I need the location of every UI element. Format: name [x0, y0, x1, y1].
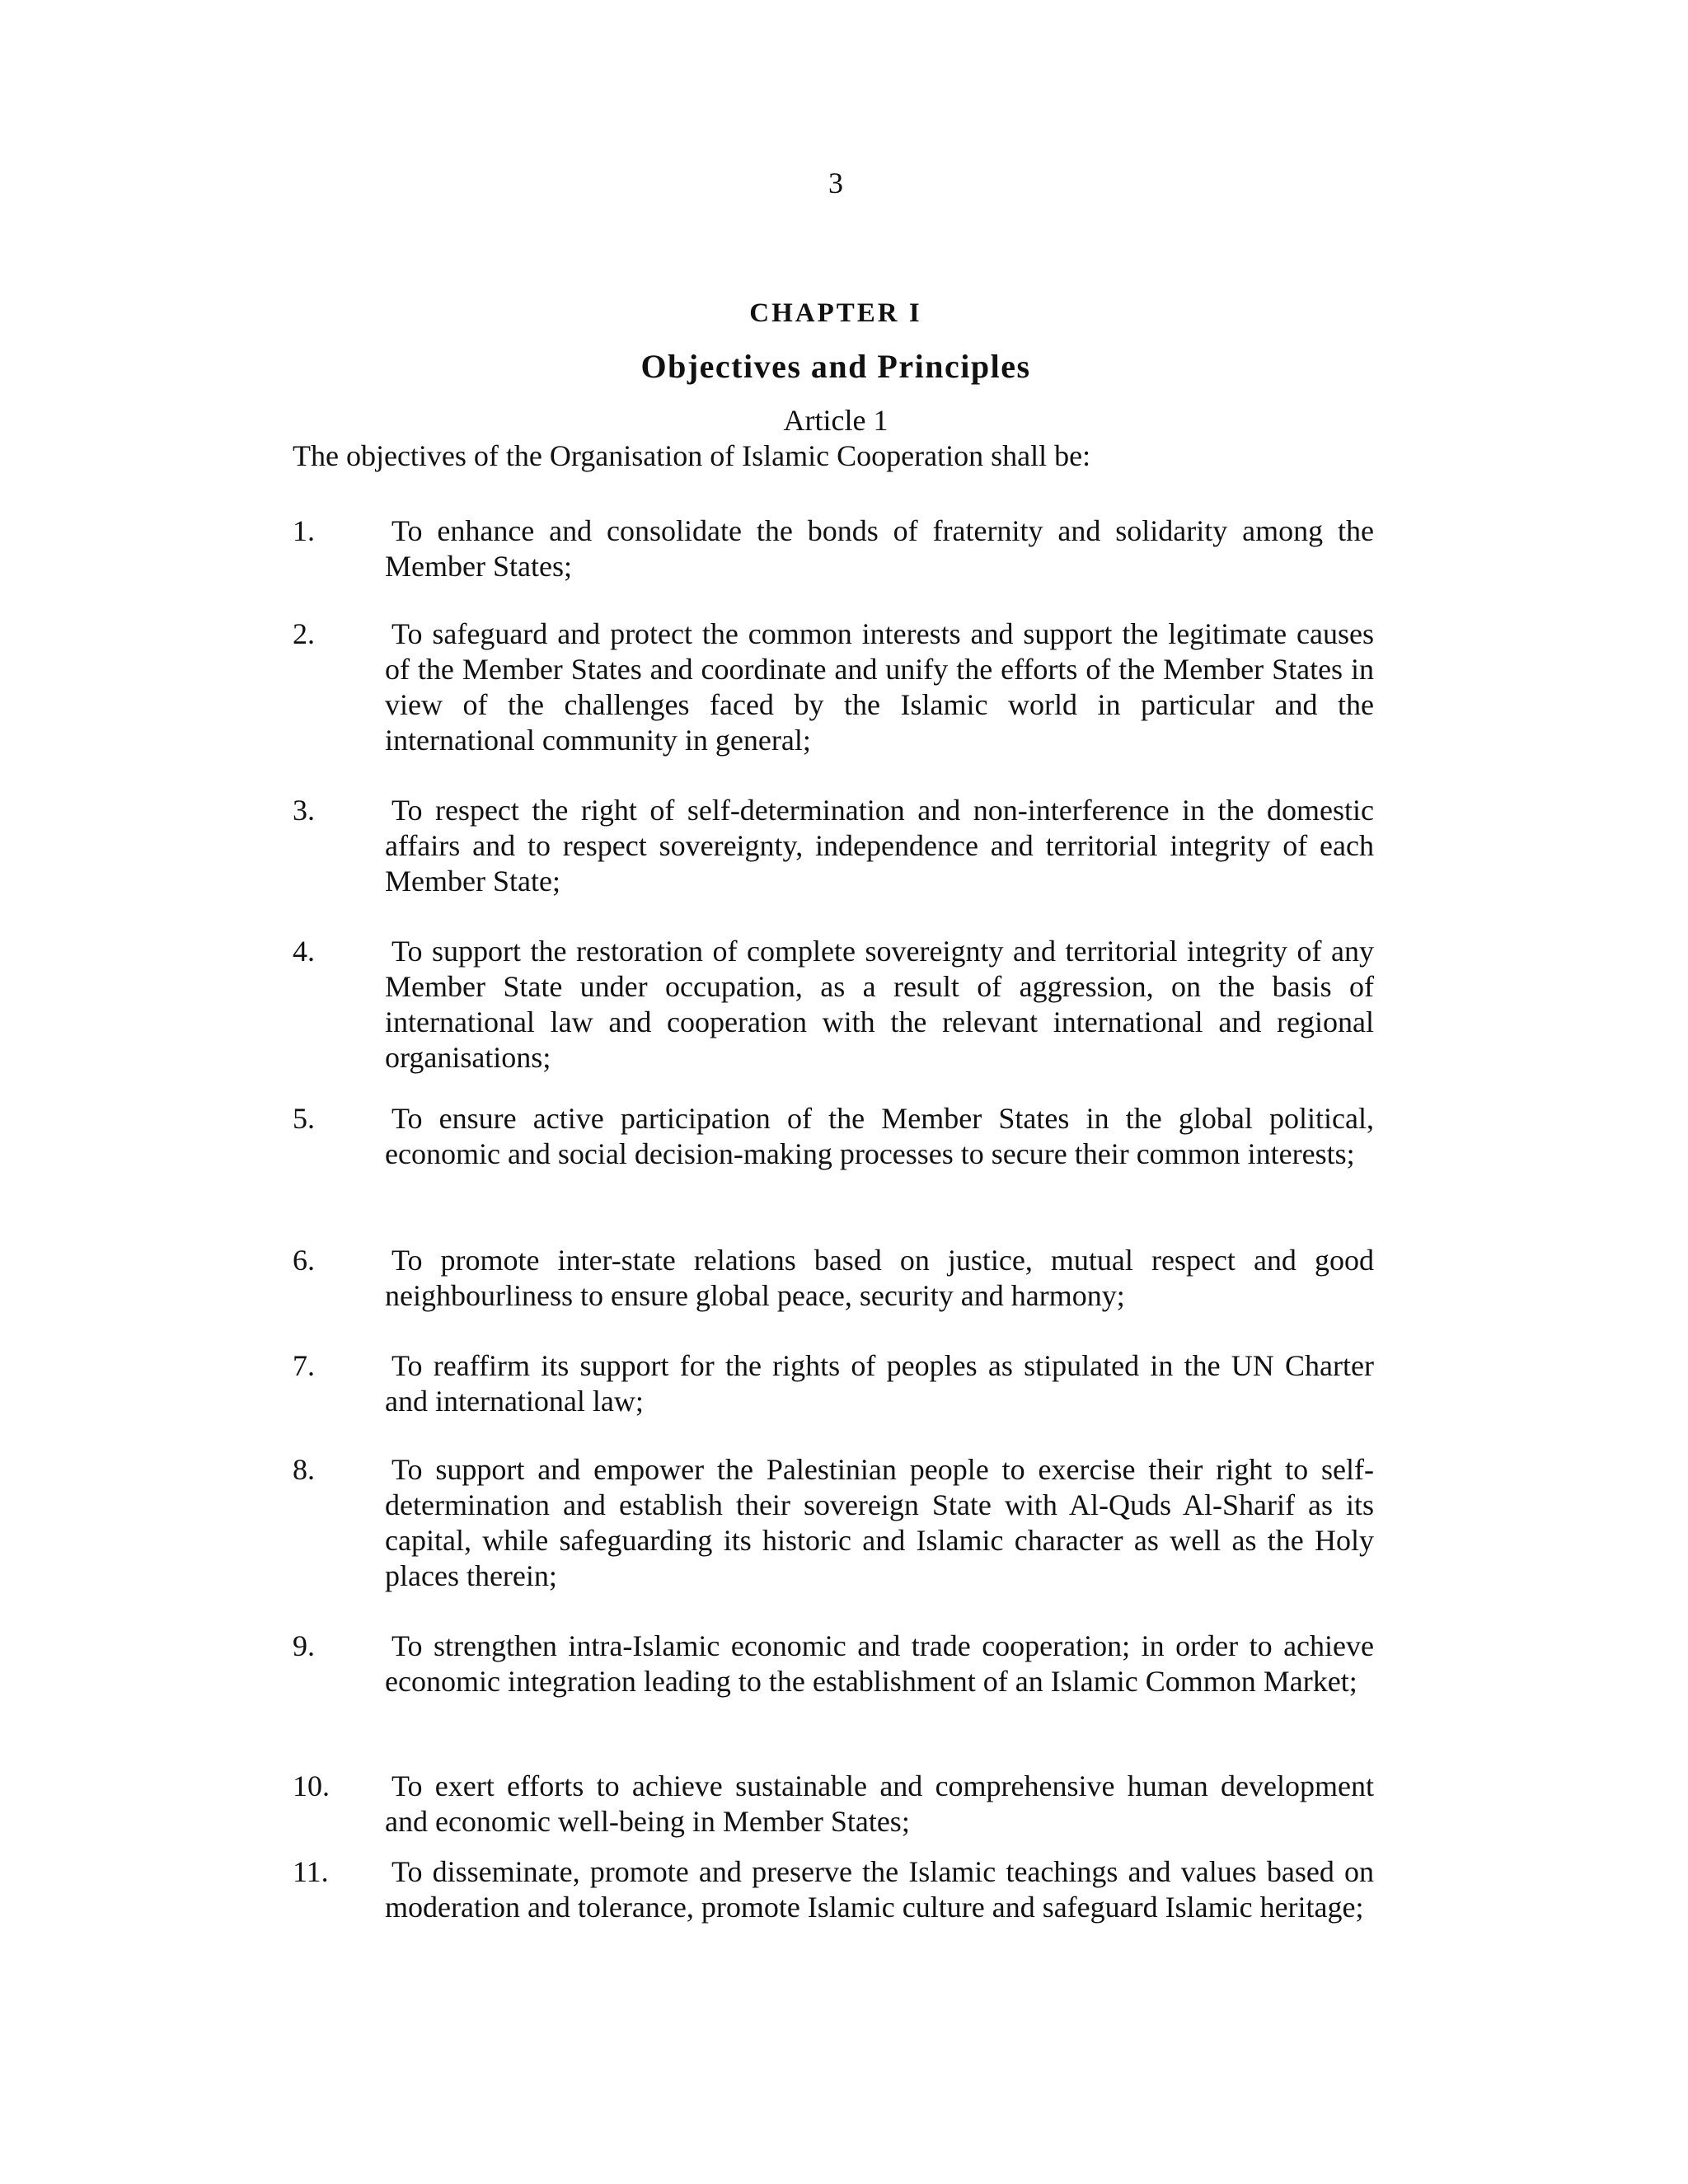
objective-number: 1. [293, 514, 315, 547]
objective-item [293, 1243, 1374, 1314]
objective-text: To strengthen intra-Islamic economic and trade cooperation; in order to achieve economic integration leading to the establishment of an Islamic Common Market; [385, 1629, 1374, 1698]
objective-number: 11. [293, 1855, 329, 1888]
objective-item [293, 1452, 1374, 1594]
chapter-title: Objectives and Principles [640, 348, 1031, 385]
objective-text: To safeguard and protect the common interests and support the legitimate causes of the Member States and coordinate and unify the efforts of the Member States in view of the challenges faced by the Islamic world in particular and the international community in general; [385, 617, 1374, 757]
objective-text: To respect the right of self-determination and non-interference in the domestic affairs and to respect sovereignty, independence and territorial integrity of each Member State; [385, 794, 1374, 898]
objective-number: 3. [293, 794, 315, 827]
objective-number: 8. [293, 1453, 315, 1486]
article-heading: Article 1 [783, 404, 889, 437]
objective-item [293, 1854, 1374, 1925]
chapter-heading: CHAPTER I [749, 298, 922, 328]
objective-number: 5. [293, 1102, 315, 1135]
objective-number: 4. [293, 935, 315, 968]
objective-item [293, 793, 1374, 899]
objective-item [293, 1101, 1374, 1172]
objective-text: To promote inter-state relations based on justice, mutual respect and good neighbourliness to ensure global peace, security and harmony; [385, 1244, 1374, 1312]
objective-text: To support the restoration of complete sovereignty and territorial integrity of any Member State under occupation, as a result of aggression, on the basis of international law and cooperation with the relevant international and regional organisations; [385, 935, 1374, 1074]
objective-item [293, 513, 1374, 584]
objective-text: To reaffirm its support for the rights of peoples as stipulated in the UN Charter and international law; [385, 1349, 1374, 1418]
objective-text: To exert efforts to achieve sustainable and comprehensive human development and economic well-being in Member States; [385, 1769, 1374, 1838]
objective-text: To support and empower the Palestinian people to exercise their right to self-determination and establish their sovereign State with Al-Quds Al-Sharif as its capital, while safeguarding its historic and Islamic character as well as the Holy places therein; [385, 1453, 1374, 1592]
objective-number: 7. [293, 1349, 315, 1382]
objective-number: 6. [293, 1244, 315, 1277]
objective-item [293, 934, 1374, 1076]
intro-paragraph: The objectives of the Organisation of Islamic Cooperation shall be: [293, 439, 1091, 472]
objective-number: 10. [293, 1769, 330, 1802]
objective-number: 2. [293, 617, 315, 650]
objective-number: 9. [293, 1629, 315, 1662]
objective-item [293, 1769, 1374, 1840]
page-number: 3 [828, 166, 843, 199]
objective-text: To enhance and consolidate the bonds of fraternity and solidarity among the Member States; [385, 514, 1374, 583]
objective-text: To ensure active participation of the Member States in the global political, economic and social decision-making processes to secure their common interests; [385, 1102, 1374, 1170]
objective-item [293, 1348, 1374, 1419]
objective-item [293, 616, 1374, 758]
objective-item [293, 1629, 1374, 1699]
objective-text: To disseminate, promote and preserve the Islamic teachings and values based on moderation and tolerance, promote Islamic culture and safeguard Islamic heritage; [385, 1855, 1374, 1924]
